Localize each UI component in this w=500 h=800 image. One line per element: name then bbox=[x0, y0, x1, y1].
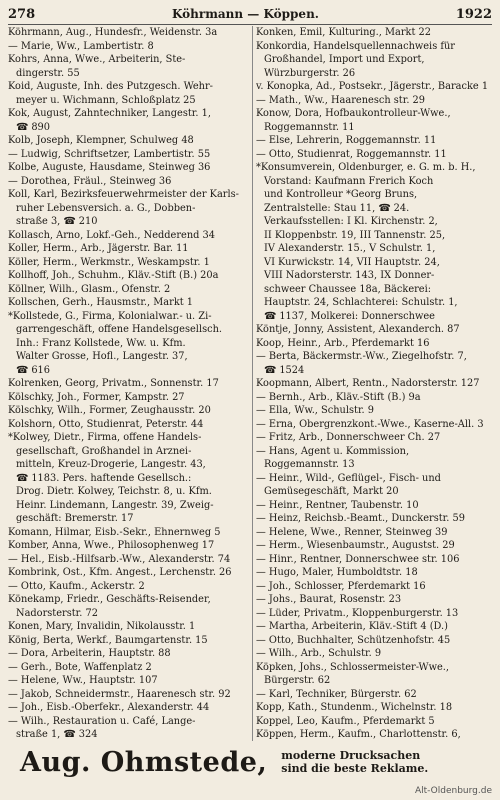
page-header bbox=[8, 4, 492, 25]
directory-entry: — Bernh., Arb., Kläv.-Stift (B.) 9a bbox=[256, 391, 421, 403]
left-column bbox=[8, 26, 250, 741]
directory-entry: Kolshorn, Otto, Studienrat, Peterstr. 44 bbox=[8, 418, 204, 430]
directory-entry: — Gerh., Bote, Waffenplatz 2 bbox=[8, 661, 152, 673]
directory-entry: — Wilh., Arb., Schulstr. 9 bbox=[256, 648, 382, 659]
directory-entry: — Heinr., Wild-, Geflügel-, Fisch- und Gemüsegeschäft, Markt 20 bbox=[256, 472, 441, 497]
directory-entry: — Hugo, Maler, Humboldtstr. 18 bbox=[256, 567, 418, 578]
directory-entry: Komber, Anna, Wwe., Philosophenweg 17 bbox=[8, 540, 215, 551]
directory-entry: — Heinz, Reichsb.-Beamt., Dunckerstr. 59 bbox=[256, 513, 465, 524]
directory-entry: Koll, Karl, Bezirksfeuerwehrmeister der Karls- ruher Lebensversich. a. G., Dobben- straße 3, ☎ 210 bbox=[8, 189, 239, 227]
directory-entry: Koop, Heinr., Arb., Pferdemarkt 16 bbox=[256, 337, 430, 349]
directory-entry: — Fritz, Arb., Donnerschweer Ch. 27 bbox=[256, 432, 441, 443]
directory-entry: Könekamp, Friedr., Geschäfts-Reisender, Nadorsterstr. 72 bbox=[8, 594, 211, 619]
directory-entry: — Dorothea, Fräul., Steinweg 36 bbox=[8, 175, 172, 187]
directory-entry: — Wilh., Restauration u. Café, Lange- straße 1, ☎ 324 bbox=[8, 715, 196, 740]
directory-entry: Koller, Herm., Arb., Jägerstr. Bar. 11 bbox=[8, 243, 189, 254]
directory-entry: *Kollstede, G., Firma, Kolonialwar.- u. Zi- garrengeschäft, offene Handelsgesellsch. Inh.: Franz Kollstede, Ww. u. Kfm. Walter Grosse, Hofl., Langestr. 37, ☎ 616 bbox=[8, 310, 223, 376]
directory-entry: v. Konopka, Ad., Postsekr., Jägerstr., Baracke 1 bbox=[256, 81, 489, 92]
directory-entry: — Otto, Buchhalter, Schützenhofstr. 45 bbox=[256, 634, 451, 646]
directory-entry: — Herm., Wiesenbaumstr., Augustst. 29 bbox=[256, 540, 455, 551]
directory-entry: — Erna, Obergrenzkont.-Wwe., Kaserne-All. 3 bbox=[256, 418, 484, 430]
directory-entry: — Hans, Agent u. Kommission, Roggemannstr. 13 bbox=[256, 445, 410, 470]
directory-entry: Konken, Emil, Kulturing., Markt 22 bbox=[256, 27, 432, 38]
directory-entry: — Jakob, Schneidermstr., Haarenesch str. 92 bbox=[8, 688, 231, 700]
directory-entry: Koid, Auguste, Inh. des Putzgesch. Wehr- meyer u. Wichmann, Schloßplatz 25 bbox=[8, 81, 213, 106]
directory-entry: Köpken, Johs., Schlossermeister-Wwe., Bürgerstr. 62 bbox=[256, 661, 450, 686]
directory-entry: Kopp, Kath., Stundenm., Wichelnstr. 18 bbox=[256, 702, 453, 713]
directory-entry: König, Berta, Werkf., Baumgartenstr. 15 bbox=[8, 634, 208, 646]
page-title: Köhrmann — Köppen. bbox=[171, 7, 319, 21]
directory-entry: — Marie, Ww., Lambertistr. 8 bbox=[8, 40, 154, 52]
directory-entry: — Hinr., Rentner, Donnerschwee str. 106 bbox=[256, 553, 460, 565]
directory-entry: — Lüder, Privatm., Kloppenburgerstr. 13 bbox=[256, 607, 459, 619]
directory-entry: — Berta, Bäckermstr.-Ww., Ziegelhofstr. 7, ☎ 1524 bbox=[256, 351, 467, 376]
directory-entry: Köhrmann, Aug., Hundesfr., Weidenstr. 3a bbox=[8, 27, 218, 38]
footer-advertisement bbox=[20, 742, 492, 782]
directory-entry: — Otto, Studienrat, Roggemannstr. 11 bbox=[256, 148, 447, 160]
directory-entry: — Otto, Kaufm., Ackerstr. 2 bbox=[8, 580, 145, 592]
directory-entry: — Math., Ww., Haarenesch str. 29 bbox=[256, 94, 426, 106]
right-column bbox=[256, 26, 492, 741]
directory-entry: Kolbe, Auguste, Hausdame, Steinweg 36 bbox=[8, 162, 211, 173]
directory-entry: Kolb, Joseph, Klempner, Schulweg 48 bbox=[8, 135, 194, 146]
directory-entry: — Martha, Arbeiterin, Kläv.-Stift 4 (D.) bbox=[256, 621, 448, 632]
directory-entry: Kollhoff, Joh., Schuhm., Kläv.-Stift (B.) 20a bbox=[8, 270, 219, 281]
directory-entry: — Hel., Eisb.-Hilfsarb.-Ww., Alexanderstr. 74 bbox=[8, 553, 231, 565]
directory-entry: Kölschky, Wilh., Former, Zeughausstr. 20 bbox=[8, 405, 211, 416]
directory-entry: Komann, Hilmar, Eisb.-Sekr., Ehnernweg 5 bbox=[8, 526, 221, 538]
directory-entry: Kollschen, Gerh., Hausmstr., Markt 1 bbox=[8, 297, 194, 308]
page-number: 278 bbox=[8, 6, 36, 22]
directory-entry: Kollasch, Arno, Lokf.-Geh., Nedderend 34 bbox=[8, 229, 215, 241]
directory-entry: — Joh., Schlosser, Pferdemarkt 16 bbox=[256, 580, 426, 592]
directory-entry: Kok, August, Zahntechniker, Langestr. 1, ☎ 890 bbox=[8, 108, 211, 133]
directory-entry: Konkordia, Handelsquellennachweis für Großhandel, Import und Export, Würzburgerstr. 26 bbox=[256, 40, 455, 79]
directory-entry: — Joh., Eisb.-Oberfekr., Alexanderstr. 44 bbox=[8, 702, 210, 713]
directory-entry: — Helene, Ww., Hauptstr. 107 bbox=[8, 675, 158, 686]
directory-entry: Kolrenken, Georg, Privatm., Sonnenstr. 17 bbox=[8, 378, 219, 389]
directory-entry: — Johs., Baurat, Rosenstr. 23 bbox=[256, 594, 402, 605]
column-divider bbox=[252, 26, 253, 741]
directory-entry: Köntje, Jonny, Assistent, Alexanderch. 87 bbox=[256, 324, 460, 335]
directory-entry: Köller, Herm., Werkmstr., Weskampstr. 1 bbox=[8, 256, 210, 268]
directory-entry: — Helene, Wwe., Renner, Steinweg 39 bbox=[256, 526, 448, 538]
directory-entry: Kölschky, Joh., Former, Kampstr. 27 bbox=[8, 391, 185, 403]
directory-entry: — Ella, Ww., Schulstr. 9 bbox=[256, 405, 375, 416]
directory-entry: — Ludwig, Schriftsetzer, Lambertistr. 55 bbox=[8, 148, 211, 160]
directory-entry: Konen, Mary, Invalidin, Nikolausstr. 1 bbox=[8, 621, 196, 632]
directory-entry: — Else, Lehrerin, Roggemannstr. 11 bbox=[256, 135, 437, 146]
directory-entry: — Dora, Arbeiterin, Hauptstr. 88 bbox=[8, 648, 171, 659]
directory-entry: *Konsumverein, Oldenburger, e. G. m. b. H., Vorstand: Kaufmann Frerich Koch und Kontrolleur *Georg Bruns, Zentralstelle: Stau 11, ☎ 24. Verkaufsstellen: I Kl. Kirchenstr. 2, II Kloppenbstr. 19, III Tannenstr. 25, IV Alexanderstr. 15., V Schulstr. 1, VI Kurwickstr. 14, VII Hauptstr. 24, VIII Nadorsterstr. 143, IX Donner- schweer Chaussee 18a, Bäckerei: Hauptstr. 24, Schlachterei: Schulstr. 1, ☎ 1137, Molkerei: Donnerschwee bbox=[256, 162, 476, 322]
directory-entry: Kombrink, Ost., Kfm. Angest., Lerchenstr. 26 bbox=[8, 567, 232, 578]
directory-entry: — Heinr., Rentner, Taubenstr. 10 bbox=[256, 499, 419, 511]
ad-company-name: Aug. Ohmstede, bbox=[20, 746, 268, 778]
directory-entry: Konow, Dora, Hofbaukontrolleur-Wwe., Roggemannstr. 11 bbox=[256, 108, 451, 133]
directory-entry: *Kolwey, Dietr., Firma, offene Handels- gesellschaft, Großhandel in Arznei- mitteln, Kreuz-Drogerie, Langestr. 43, ☎ 1183. Pers. haftende Gesellsch.: Drog. Dietr. Kolwey, Teichstr. 8, u. Kfm. Heinr. Lindemann, Langestr. 39, Zweig- geschäft: Bremerstr. 17 bbox=[8, 432, 214, 524]
directory-entry: Koppel, Leo, Kaufm., Pferdemarkt 5 bbox=[256, 715, 435, 727]
page-year: 1922 bbox=[455, 6, 492, 22]
directory-entry: Koopmann, Albert, Rentn., Nadorsterstr. 127 bbox=[256, 378, 480, 389]
directory-entry: Köppen, Herm., Kaufm., Charlottenstr. 6, bbox=[256, 729, 461, 740]
watermark-text: Alt-Oldenburg.de bbox=[414, 786, 492, 796]
directory-entry: Köllner, Wilh., Glasm., Ofenstr. 2 bbox=[8, 283, 171, 295]
directory-entry: — Karl, Techniker, Bürgerstr. 62 bbox=[256, 688, 417, 700]
directory-entry: Kohrs, Anna, Wwe., Arbeiterin, Ste- dingerstr. 55 bbox=[8, 54, 186, 79]
ad-slogan: moderne Drucksachen sind die beste Reklame. bbox=[281, 749, 429, 775]
